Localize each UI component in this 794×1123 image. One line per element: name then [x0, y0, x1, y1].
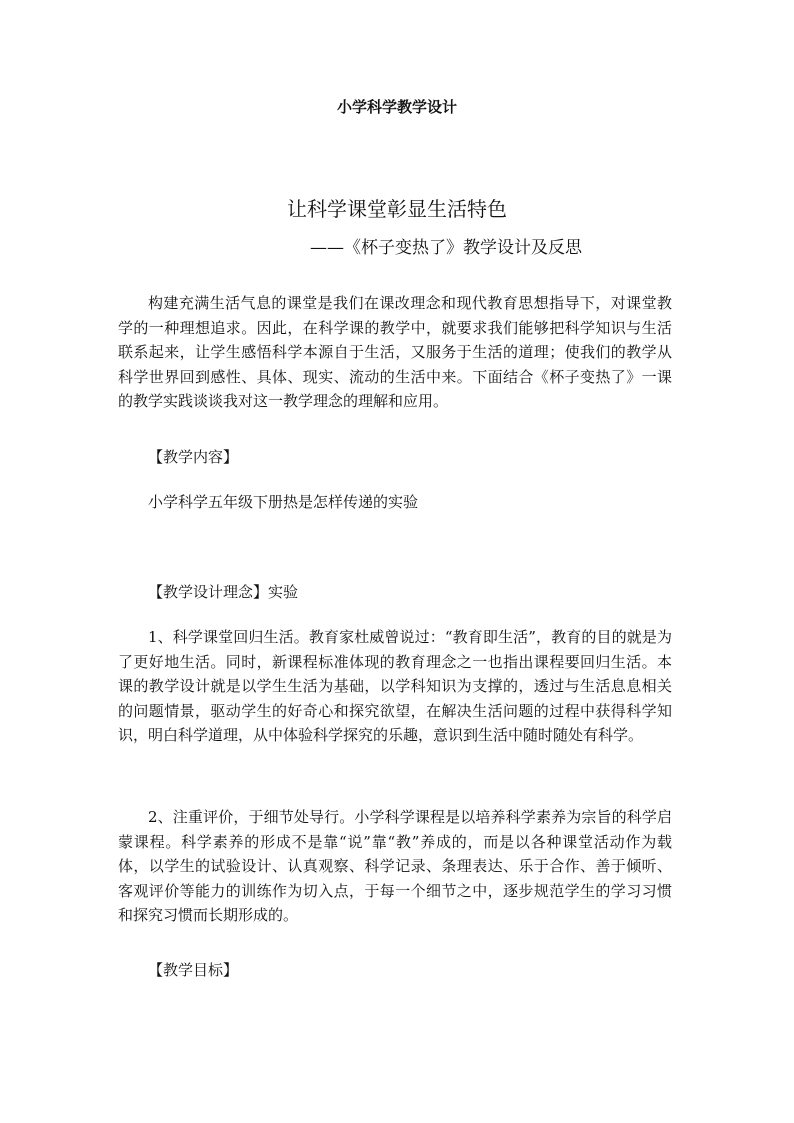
- design-point-2: 2、注重评价，于细节处导行。小学科学课程是以培养科学素养为宗旨的科学启蒙课程。科学素养的形成不是靠“说”靠“教”养成的，而是以各种课堂活动作为载体，以学生的试验设计、认真观察、科学记录、条理表达、乐于合作、善于倾听、客观评价等能力的训练作为切入点，于每一个细节之中，逐步规范学生的学习习惯和探究习惯而长期形成的。: [118, 808, 672, 924]
- section-heading-goals: 【教学目标】: [148, 961, 239, 979]
- article-subtitle: ——《杯子变热了》教学设计及反思: [310, 238, 582, 258]
- design-point-1: 1、科学课堂回归生活。教育家杜威曾说过：“教育即生活”，教育的目的就是为了更好地生活。同时，新课程标准体现的教育理念之一也指出课程要回归生活。本课的教学设计就是以学生生活为基础，以学科知识为支撑的，透过与生活息息相关的问题情景，驱动学生的好奇心和探究欲望，在解决生活问题的过程中获得科学知识，明白科学道理，从中体验科学探究的乐趣，意识到生活中随时随处有科学。: [118, 628, 672, 744]
- section-content-text: 小学科学五年级下册热是怎样传递的实验: [148, 493, 419, 511]
- article-title-text: 让科学课堂彰显生活特色: [287, 197, 507, 221]
- section-heading-design: 【教学设计理念】实验: [148, 583, 299, 601]
- intro-paragraph: 构建充满生活气息的课堂是我们在课改理念和现代教育思想指导下，对课堂教学的一种理想追求。因此，在科学课的教学中，就要求我们能够把科学知识与生活联系起来，让学生感悟科学本源自于生活，又服务于生活的道理；使我们的教学从科学世界回到感性、具体、现实、流动的生活中来。下面结合《杯子变热了》一课的教学实践谈谈我对这一教学理念的理解和应用。: [118, 294, 672, 410]
- article-title: [0, 196, 794, 222]
- section-heading-content: 【教学内容】: [148, 448, 239, 466]
- document-header: 小学科学教学设计: [336, 98, 457, 116]
